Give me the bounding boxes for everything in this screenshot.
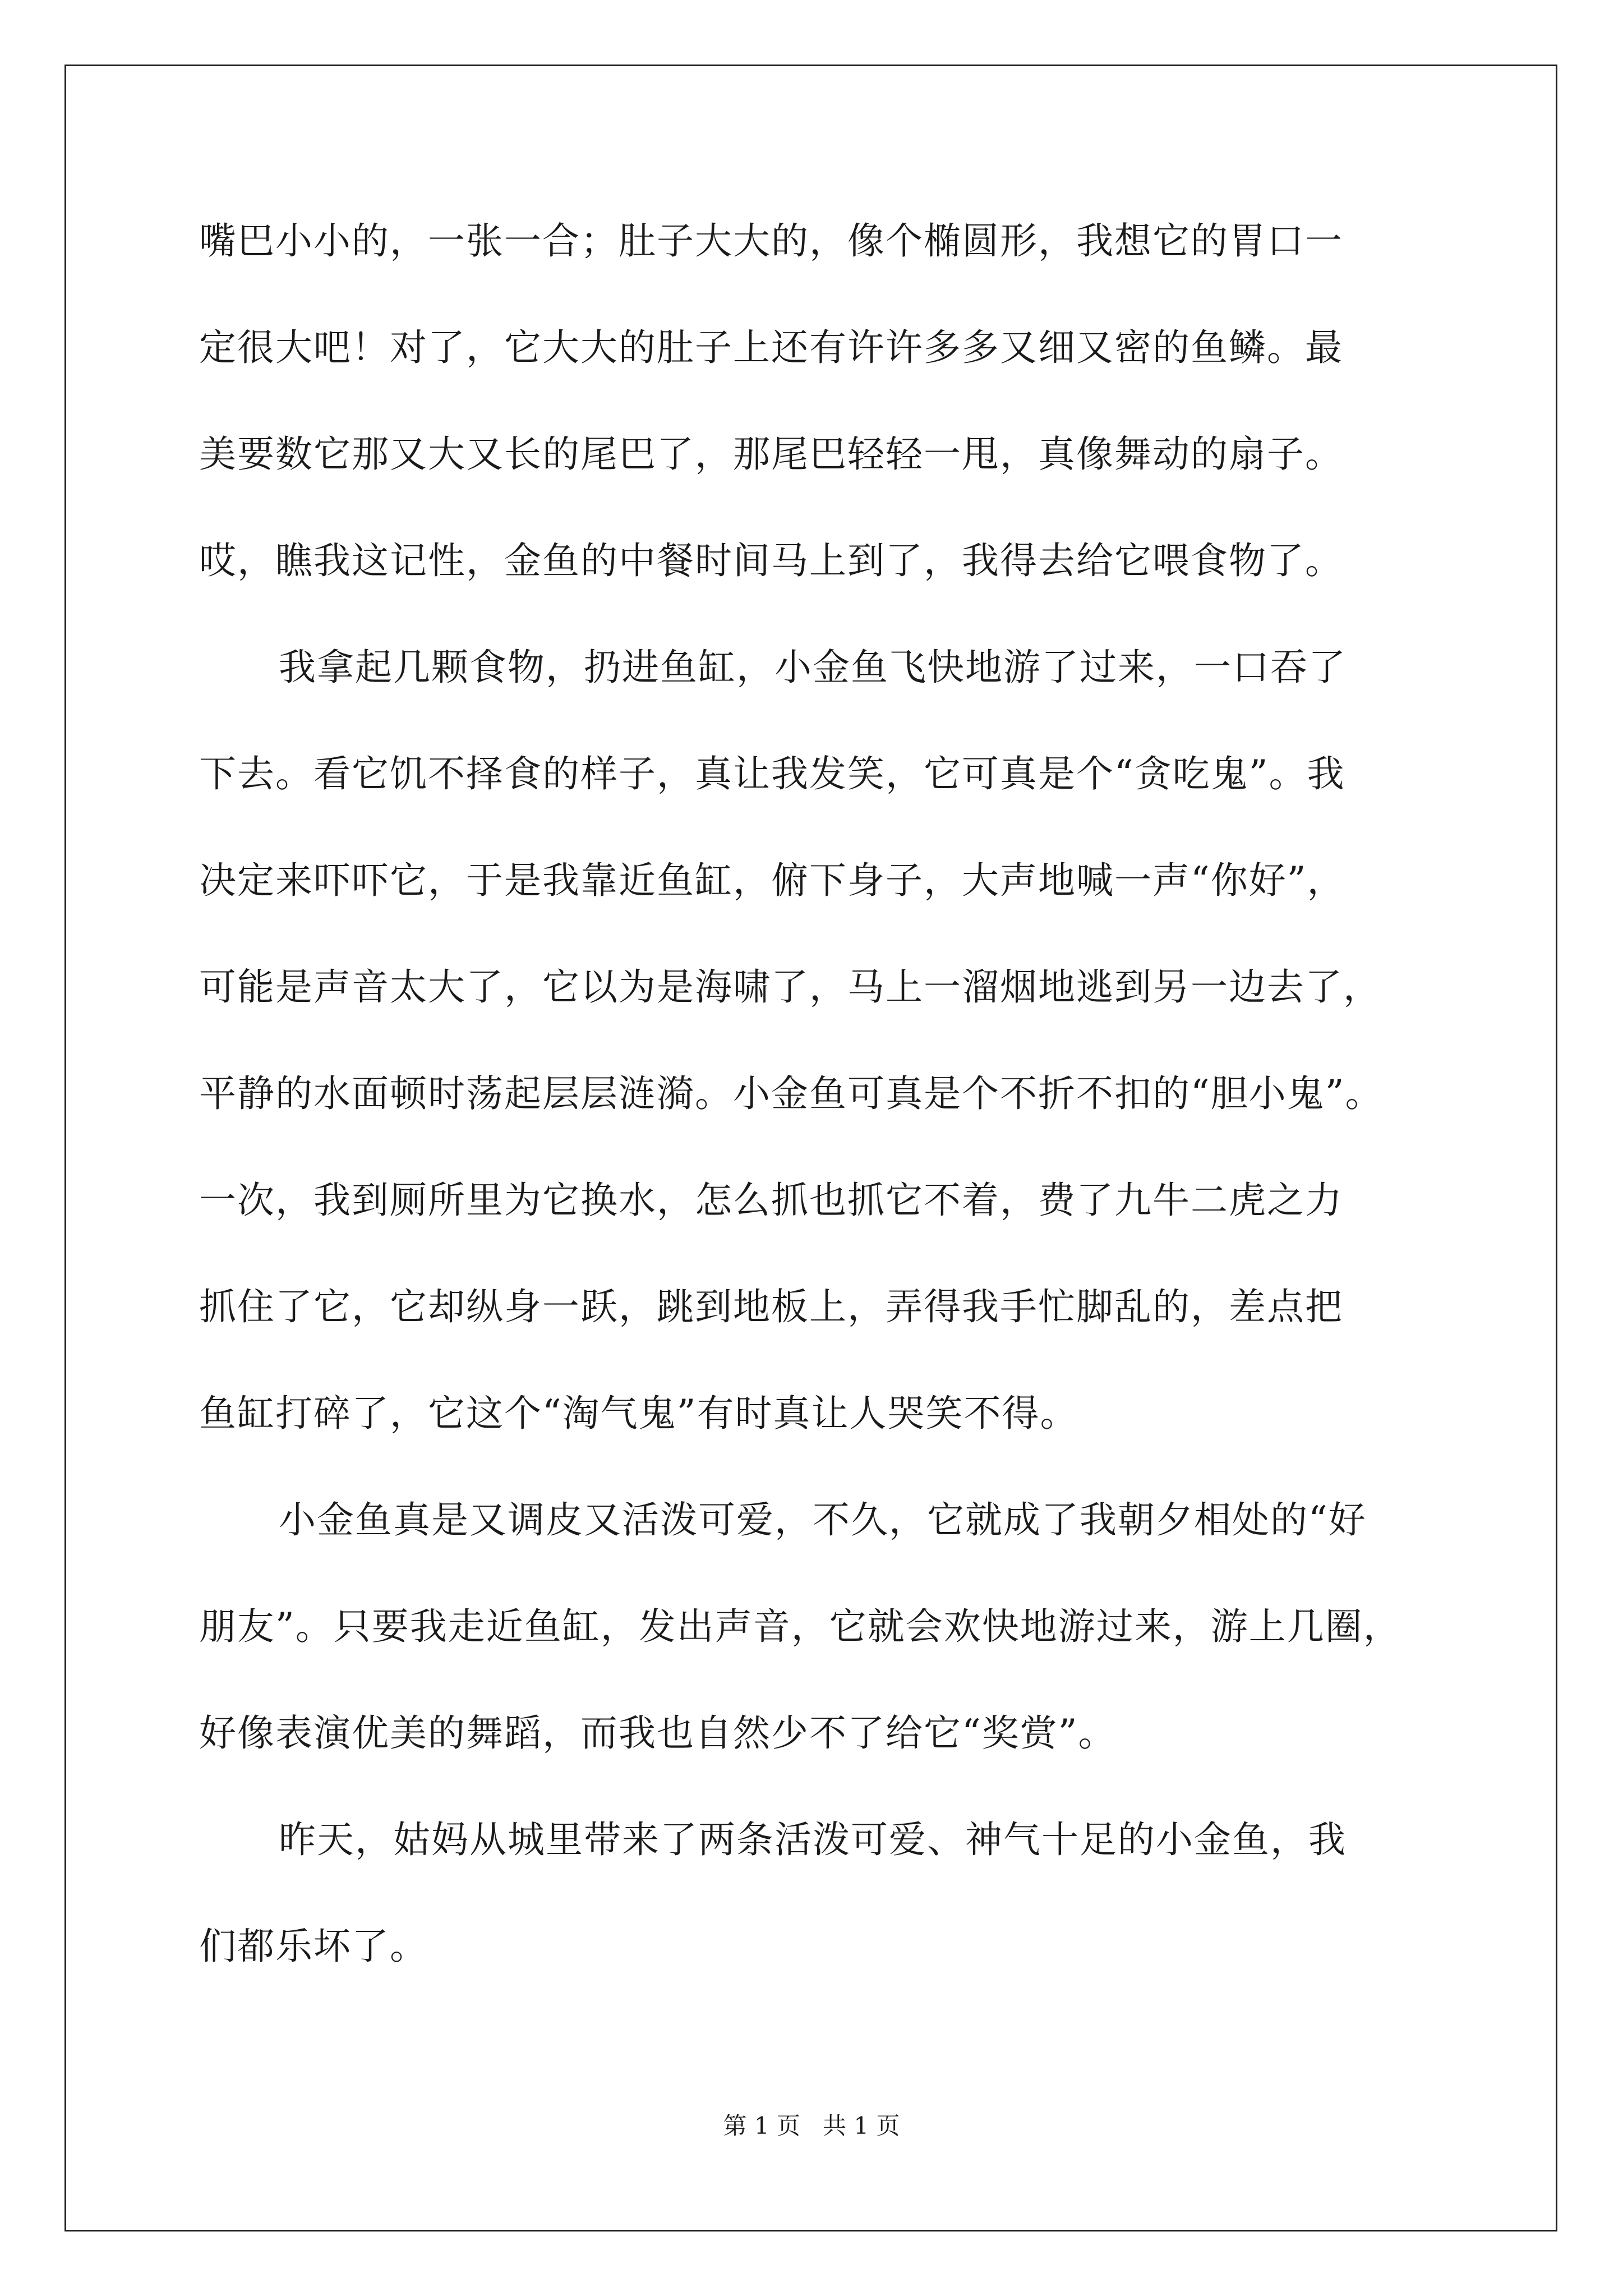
text-line: 平静的水面顿时荡起层层涟漪。小金鱼可真是个不折不扣的“胆小鬼”。 [199, 1072, 1384, 1115]
paragraph [199, 1487, 1461, 1806]
text-line: 我拿起几颗食物，扔进鱼缸，小金鱼飞快地游了过来，一口吞了 [279, 646, 1347, 689]
paragraph [199, 1806, 1461, 2019]
page-number-footer: 第 1 页 共 1 页 [723, 2112, 900, 2139]
text-line: 朋友”。只要我走近鱼缸，发出声音，它就会欢快地游过来，游上几圈， [199, 1605, 1401, 1648]
text-line: 美要数它那又大又长的尾巴了，那尾巴轻轻一甩，真像舞动的扇子。 [199, 432, 1343, 476]
paragraph [199, 208, 1461, 634]
text-line: 一次，我到厕所里为它换水，怎么抓也抓它不着，费了九牛二虎之力 [199, 1179, 1343, 1222]
document-body [199, 208, 1461, 2019]
text-line: 小金鱼真是又调皮又活泼可爱，不久，它就成了我朝夕相处的“好 [279, 1498, 1367, 1542]
paragraph [199, 634, 1461, 1487]
text-line: 决定来吓吓它，于是我靠近鱼缸，俯下身子，大声地喊一声“你好”， [199, 859, 1345, 902]
text-line: 可能是声音太大了，它以为是海啸了，马上一溜烟地逃到另一边去了， [199, 965, 1381, 1009]
text-line: 下去。看它饥不择食的样子，真让我发笑，它可真是个“贪吃鬼”。我 [199, 752, 1345, 795]
text-line: 定很大吧！对了，它大大的肚子上还有许许多多又细又密的鱼鳞。最 [199, 326, 1343, 369]
text-line: 们都乐坏了。 [199, 1925, 428, 1968]
text-line: 嘴巴小小的，一张一合；肚子大大的，像个椭圆形，我想它的胃口一 [199, 219, 1343, 263]
text-line: 哎，瞧我这记性，金鱼的中餐时间马上到了，我得去给它喂食物了。 [199, 539, 1343, 582]
text-line: 昨天，姑妈从城里带来了两条活泼可爱、神气十足的小金鱼，我 [279, 1818, 1347, 1861]
text-line: 鱼缸打碎了，它这个“淘气鬼”有时真让人哭笑不得。 [199, 1392, 1078, 1435]
text-line: 抓住了它，它却纵身一跃，跳到地板上，弄得我手忙脚乱的，差点把 [199, 1285, 1343, 1328]
text-line: 好像表演优美的舞蹈，而我也自然少不了给它“奖赏”。 [199, 1711, 1117, 1755]
